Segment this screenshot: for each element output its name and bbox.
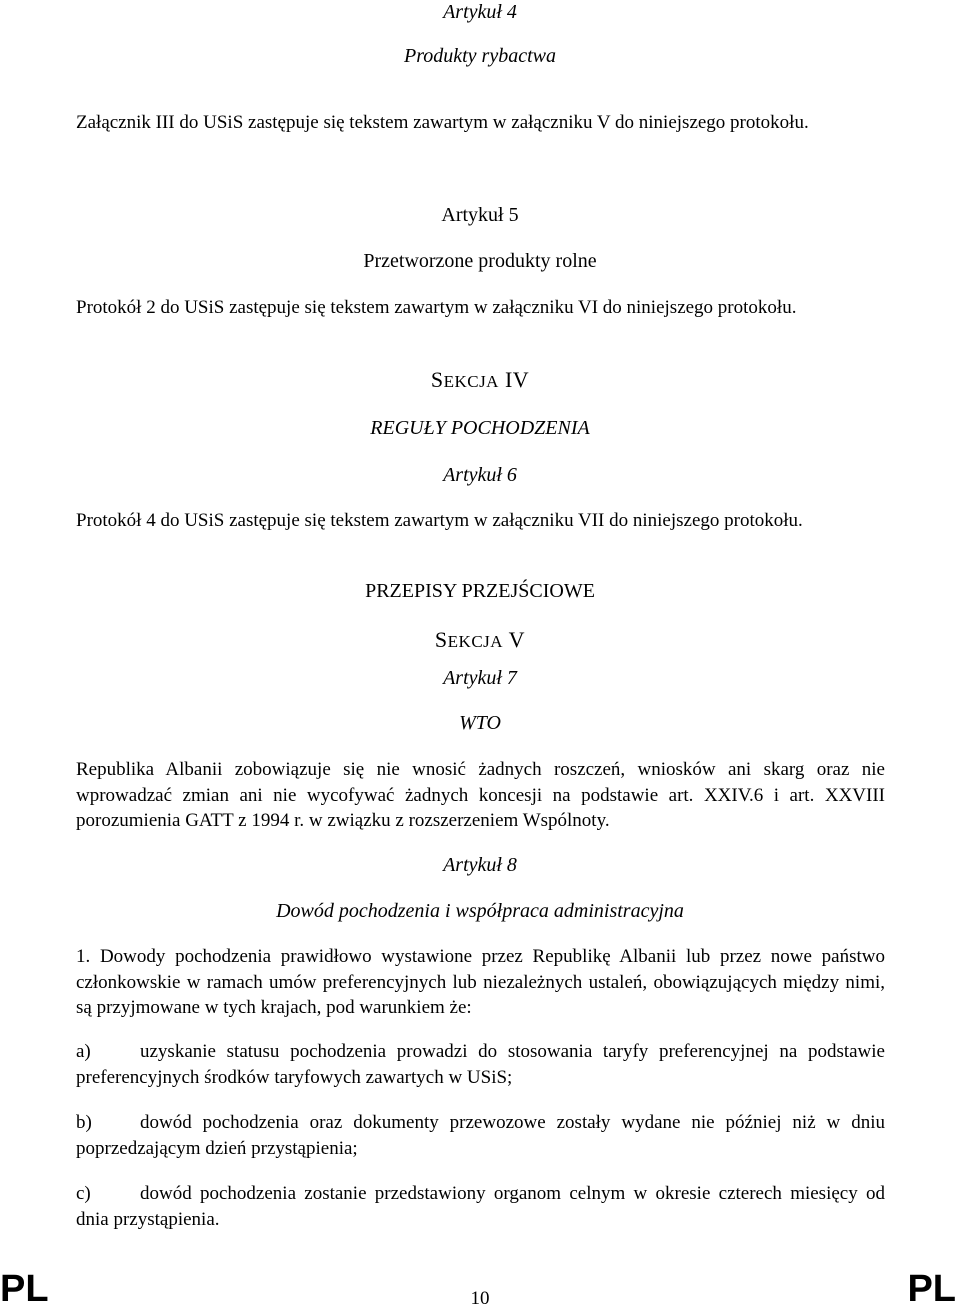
article-4-subheading: Produkty rybactwa <box>403 45 556 67</box>
article-8-item-a <box>76 1039 885 1090</box>
article-8-item-c <box>76 1181 885 1232</box>
section-4-heading <box>0 368 960 394</box>
item-text: dowód pochodzenia zostanie przedstawiony organom celnym w okresie czterech miesięcy od dnia przystąpienia. <box>76 1183 885 1230</box>
article-8-item-b <box>76 1110 885 1161</box>
article-7-text: Republika Albanii zobowiązuje się nie wnosić żadnych roszczeń, wniosków ani skarg oraz nie wprowadzać zmian ani nie wycofywać żadnych koncesji na podstawie art. XXIV.6 i art. XXVIII porozumienia GATT z 1994 r. w związku z rozszerzeniem Wspólnoty. <box>76 759 885 831</box>
article-8-subheading: Dowód pochodzenia i współpraca administracyjna <box>276 900 684 922</box>
footer-language-right: PL <box>907 1268 956 1310</box>
article-8-paragraph-1: 1. Dowody pochodzenia prawidłowo wystawione przez Republikę Albanii lub przez nowe państwo członkowskie w ramach umów preferencyjnych lub niezależnych ustaleń, obowiązujących między nimi, są przyjmowane w tych krajach, pod warunkiem że: <box>76 946 885 1018</box>
section-5-label-rest: EKCJA <box>447 632 504 651</box>
article-5-subheading: Przetworzone produkty rolne <box>363 250 597 272</box>
article-8-heading: Artykuł 8 <box>443 854 517 876</box>
item-marker: a) <box>76 1041 91 1062</box>
item-marker: b) <box>76 1112 92 1133</box>
article-6-text: Protokół 4 do USiS zastępuje się tekstem zawartym w załączniku VII do niniejszego protokołu. <box>76 510 803 531</box>
section-5-heading <box>0 628 960 654</box>
footer-language-left: PL <box>0 1268 49 1310</box>
section-5-label-first: S <box>434 627 448 652</box>
section-4-label-rest: EKCJA <box>443 372 499 391</box>
section-4-label-first: S <box>430 367 444 392</box>
item-marker: c) <box>76 1183 91 1204</box>
article-5-heading: Artykuł 5 <box>441 204 519 226</box>
item-text: uzyskanie statusu pochodzenia prowadzi do stosowania taryfy preferencyjnej na podstawie preferencyjnych środków taryfowych zawartych w USiS; <box>76 1041 885 1088</box>
article-6-heading: Artykuł 6 <box>443 464 517 486</box>
item-text: dowód pochodzenia oraz dokumenty przewozowe zostały wydane nie później niż w dniu poprzedzającym dzień przystąpienia; <box>76 1112 885 1159</box>
article-4-heading: Artykuł 4 <box>443 1 517 23</box>
page-number: 10 <box>470 1288 490 1309</box>
transitional-provisions-title: PRZEPISY PRZEJŚCIOWE <box>365 580 595 602</box>
article-7-subheading: WTO <box>459 712 501 734</box>
section-4-number: IV <box>498 367 530 392</box>
article-7-heading: Artykuł 7 <box>443 667 517 689</box>
article-4-text: Załącznik III do USiS zastępuje się tekstem zawartym w załączniku V do niniejszego protokołu. <box>76 112 809 133</box>
section-4-title: REGUŁY POCHODZENIA <box>370 417 590 439</box>
article-5-text: Protokół 2 do USiS zastępuje się tekstem zawartym w załączniku VI do niniejszego protokołu. <box>76 297 797 318</box>
section-5-number: V <box>503 627 526 652</box>
